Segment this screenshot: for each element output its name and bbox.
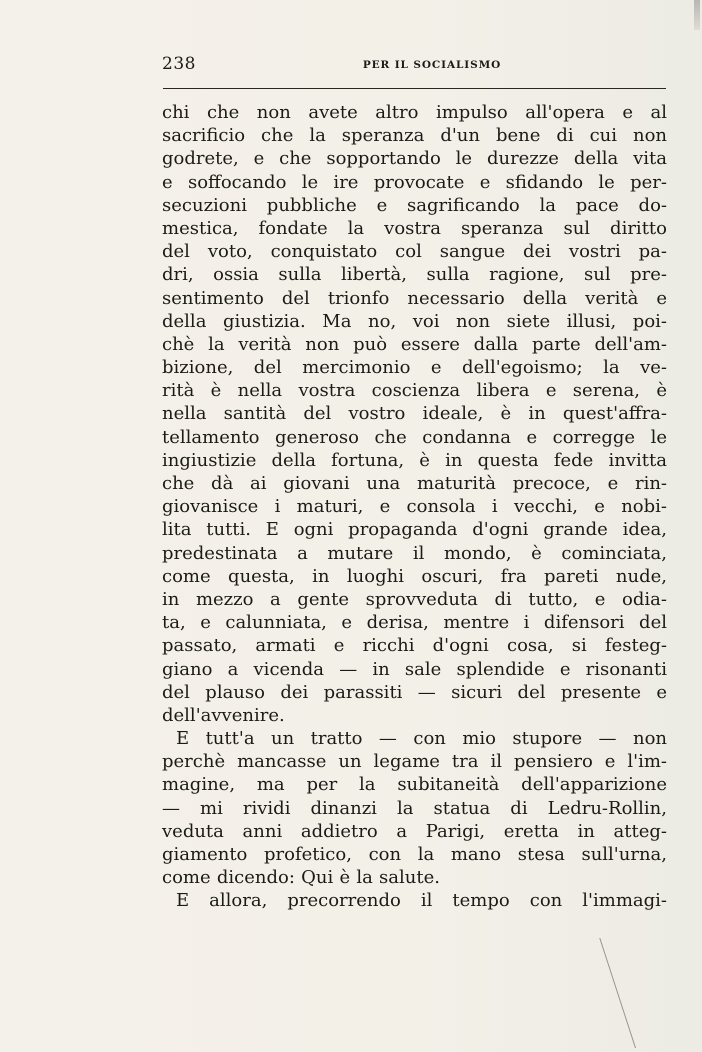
text-line: mestica, fondate la vostra speranza sul diritto [162, 217, 667, 239]
text-line: sacrificio che la speranza d'un bene di cui non [162, 125, 667, 147]
text-line: come dicendo: Qui è la salute. [162, 867, 440, 889]
body-text [162, 101, 667, 913]
text-line: in mezzo a gente sprovveduta di tutto, e odia- [162, 588, 667, 610]
text-line: come questa, in luoghi oscuri, fra pareti nude, [162, 565, 667, 587]
text-line: che dà ai giovani una maturità precoce, e rin- [162, 473, 667, 494]
text-line: dell'avvenire. [162, 704, 285, 726]
text-line: ingiustizie della fortuna, è in questa fede invitta [162, 449, 667, 471]
text-line: — mi rividi dinanzi la statua di Ledru-Rollin, [162, 797, 667, 819]
text-line: giovanisce i maturi, e consola i vecchi, e nobi- [162, 496, 667, 518]
text-line: perchè mancasse un legame tra il pensiero e l'im- [162, 751, 667, 773]
text-line: chè la verità non può essere dalla parte dell'am- [162, 333, 667, 355]
text-line: veduta anni addietro a Parigi, eretta in atteg- [162, 820, 667, 842]
text-line: tellamento generoso che condanna e corregge le [162, 426, 667, 448]
text-line: godrete, e che sopportando le durezze della vita [162, 148, 667, 170]
running-title: PER IL SOCIALISMO [362, 59, 502, 71]
text-line: nella santità del vostro ideale, è in quest'affra- [162, 403, 667, 425]
text-line: bizione, del mercimonio e dell'egoismo; la ve- [162, 357, 667, 379]
text-line: secuzioni pubbliche e sagrificando la pace do- [162, 194, 667, 216]
page-edge-shadow [694, 0, 700, 30]
text-line: e soffocando le ire provocate e sfidando le per- [162, 171, 667, 193]
header-rule [163, 88, 666, 89]
text-line: ta, e calunniata, e derisa, mentre i difensori del [162, 612, 667, 634]
page-number: 238 [162, 54, 196, 74]
page-header [162, 54, 667, 80]
text-line: giamento profetico, con la mano stesa sull'urna, [162, 844, 667, 865]
text-line: giano a vicenda — in sale splendide e risonanti [162, 658, 667, 680]
text-line: E tutt'a un tratto — con mio stupore — non [176, 728, 667, 750]
text-line: del plauso dei parassiti — sicuri del presente e [162, 681, 667, 703]
text-line: della giustizia. Ma no, voi non siete illusi, poi- [162, 310, 667, 332]
text-line: sentimento del trionfo necessario della verità e [162, 287, 667, 309]
text-line: lita tutti. E ogni propaganda d'ogni grande idea, [162, 519, 667, 541]
text-line: E allora, precorrendo il tempo con l'immagi- [176, 890, 667, 912]
text-line: dri, ossia sulla libertà, sulla ragione, sul pre- [162, 264, 667, 286]
text-line: rità è nella vostra coscienza libera e serena, è [162, 380, 667, 402]
text-line: passato, armati e ricchi d'ogni cosa, si festeg- [162, 635, 667, 657]
text-line: chi che non avete altro impulso all'opera e al [162, 102, 667, 123]
text-line: predestinata a mutare il mondo, è cominciata, [162, 542, 667, 564]
text-line: del voto, conquistato col sangue dei vostri pa- [162, 241, 667, 263]
margin-pencil-mark [599, 938, 696, 1048]
text-line: magine, ma per la subitaneità dell'apparizione [162, 774, 667, 796]
